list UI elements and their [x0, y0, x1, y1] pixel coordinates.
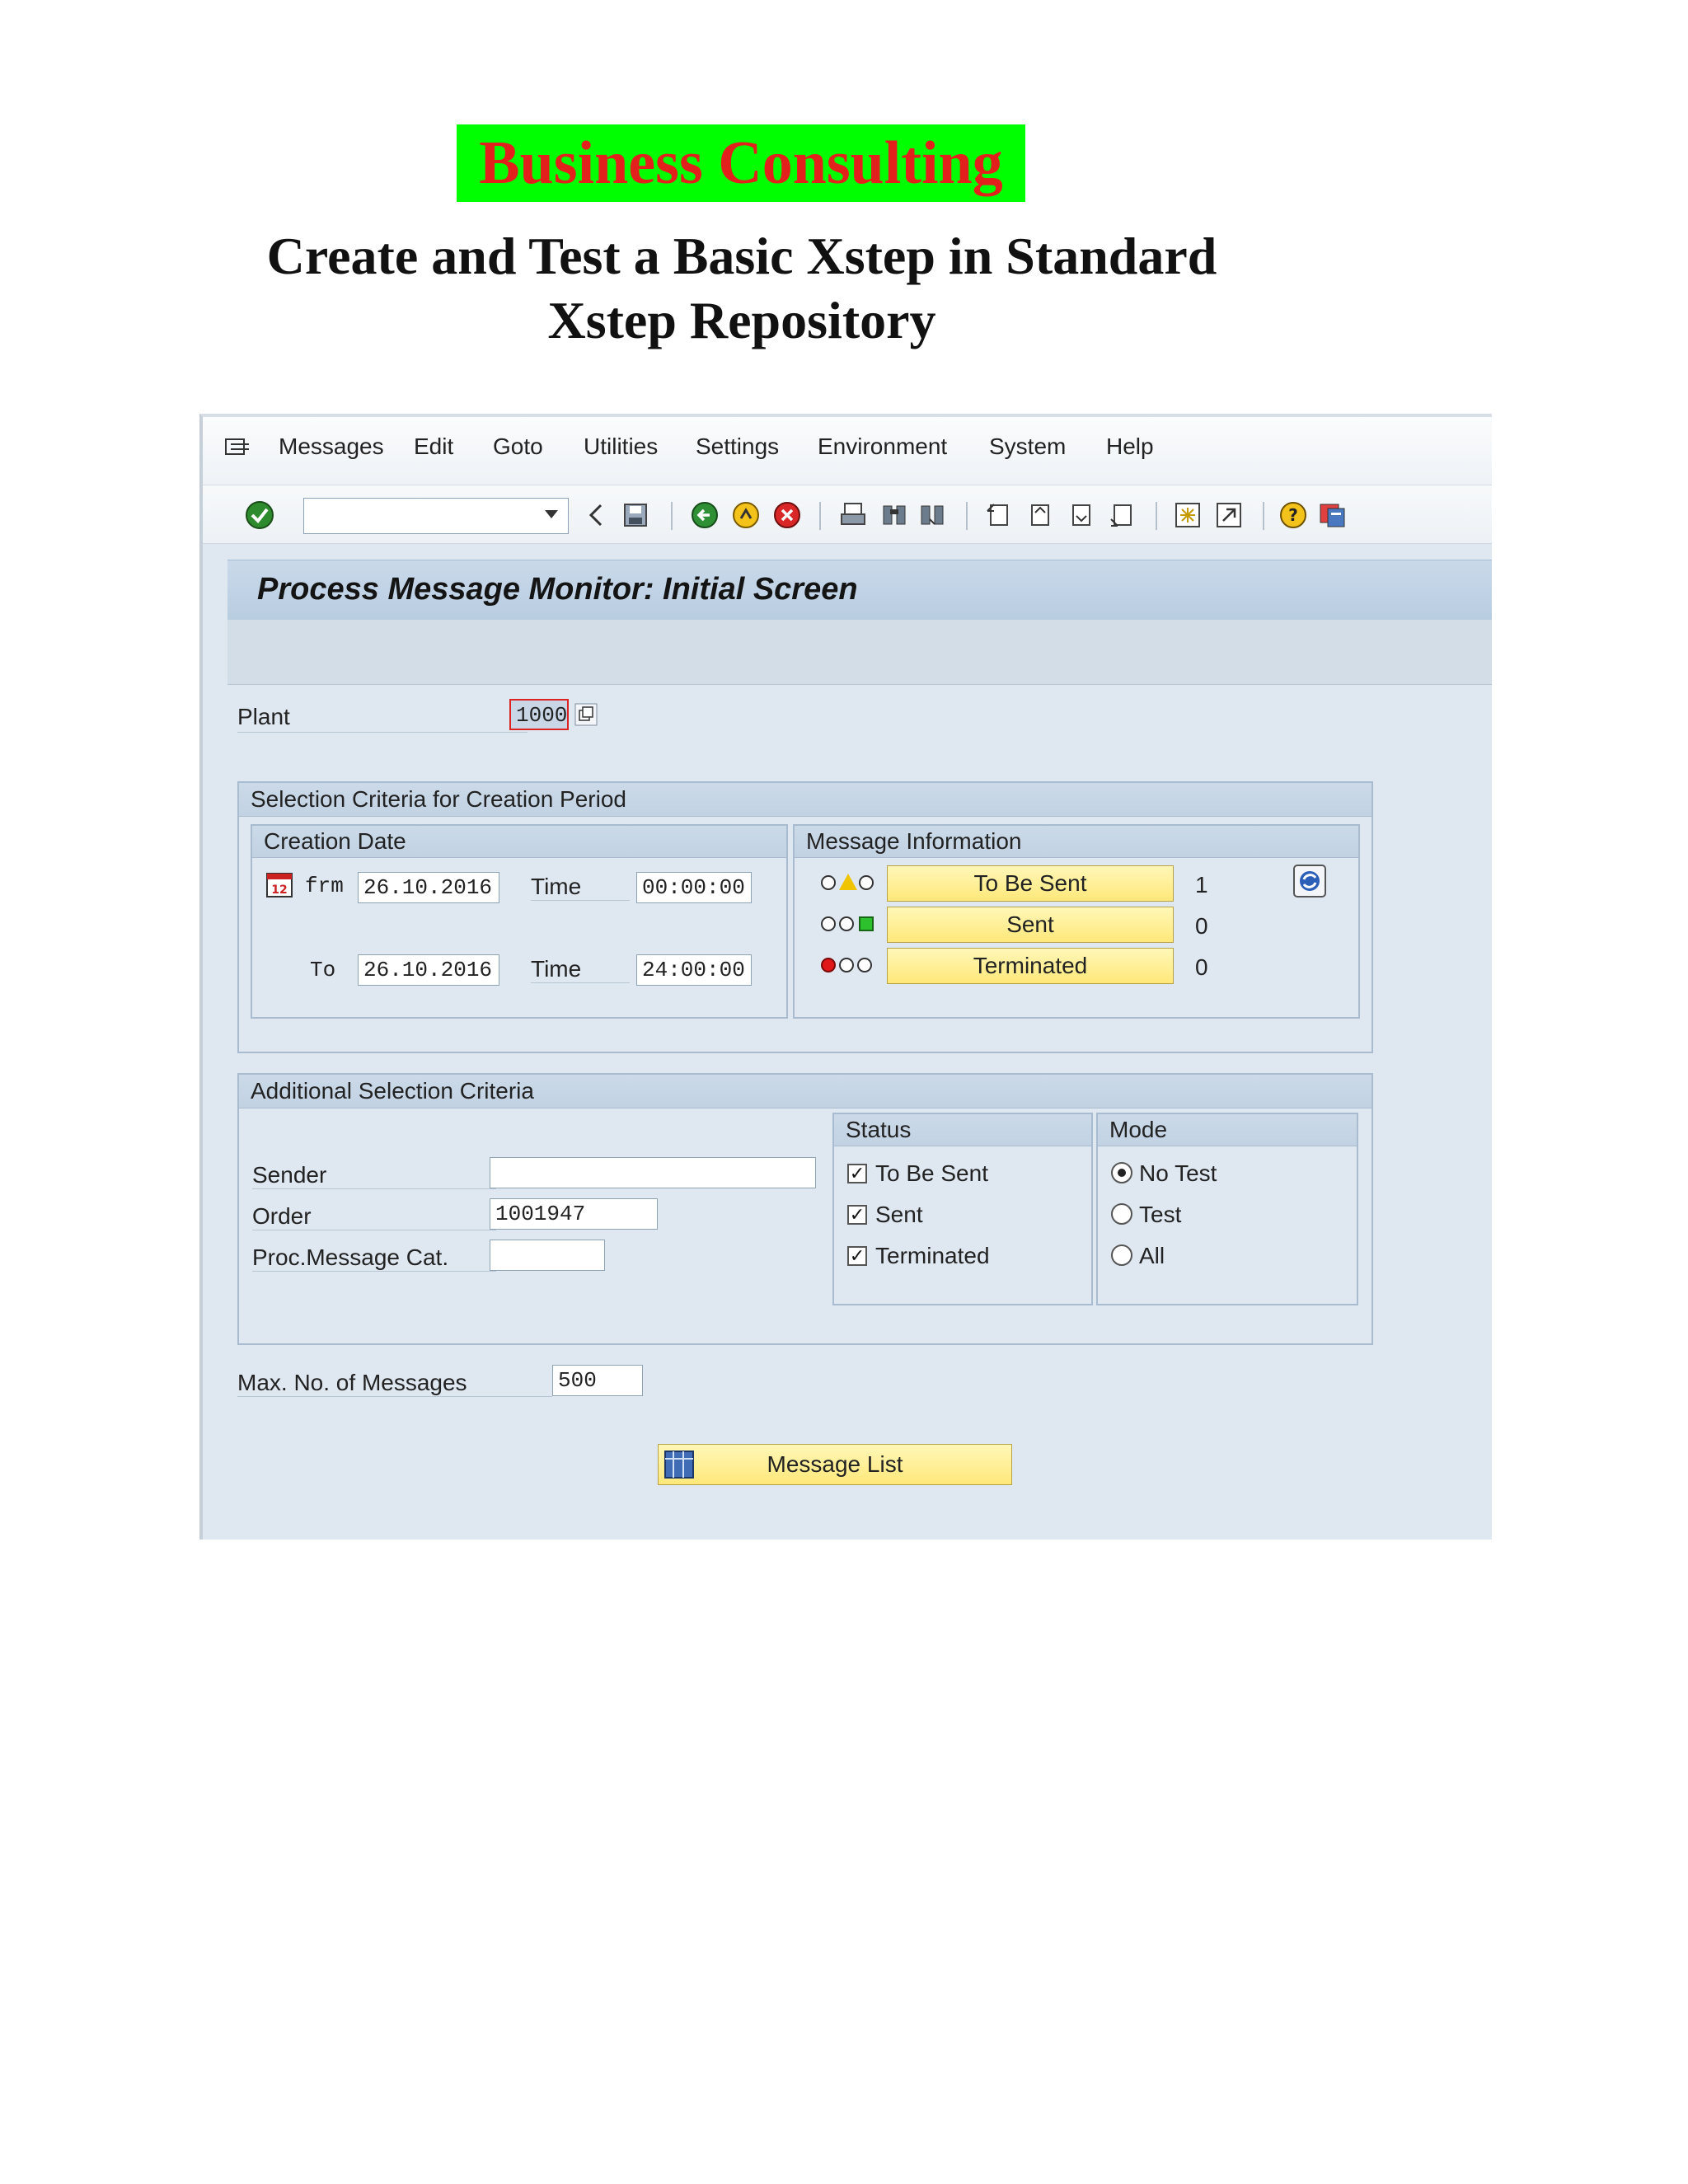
search-help-icon[interactable] [574, 702, 598, 727]
test-radio[interactable] [1111, 1203, 1132, 1225]
creation-date-title: Creation Date [252, 826, 786, 858]
terminated-checkbox[interactable]: ✓ [847, 1246, 867, 1266]
all-radio-label: All [1139, 1243, 1165, 1268]
menu-messages[interactable]: Messages [279, 434, 384, 459]
list-table-icon [663, 1450, 695, 1479]
from-time-input[interactable]: 00:00:00 [636, 872, 752, 903]
standard-toolbar [203, 485, 1492, 544]
to-be-sent-count: 1 [1195, 872, 1208, 898]
mode-title: Mode [1098, 1114, 1357, 1146]
message-information-group [793, 824, 1360, 1019]
to-be-sent-checkbox-label: To Be Sent [875, 1160, 988, 1186]
to-label: To [310, 958, 336, 982]
creation-period-title: Selection Criteria for Creation Period [239, 783, 1372, 817]
sent-checkbox-label: Sent [875, 1202, 923, 1227]
document-title-line-1: Create and Test a Basic Xstep in Standard [266, 227, 1217, 285]
to-be-sent-button[interactable]: To Be Sent [887, 865, 1174, 902]
document-title [165, 224, 1319, 353]
screen-title-bar [227, 560, 1492, 620]
save-icon[interactable] [620, 499, 651, 531]
toolbar-separator [966, 502, 968, 530]
screen-title: Process Message Monitor: Initial Screen [257, 572, 858, 607]
mode-group [1096, 1113, 1358, 1305]
additional-selection-group [237, 1073, 1373, 1345]
sent-button[interactable]: Sent [887, 907, 1174, 943]
plant-label: Plant [237, 704, 528, 733]
from-time-label: Time [531, 874, 630, 901]
terminated-count: 0 [1195, 954, 1208, 980]
from-date-input[interactable]: 26.10.2016 [358, 872, 499, 903]
creation-period-group [237, 781, 1373, 1053]
chevron-down-icon[interactable] [543, 509, 560, 520]
shortcut-icon[interactable] [1213, 499, 1245, 531]
svg-text:?: ? [1288, 505, 1298, 525]
no-test-radio-label: No Test [1139, 1160, 1217, 1186]
application-toolbar [227, 620, 1492, 685]
print-icon[interactable] [837, 499, 869, 531]
no-test-radio[interactable] [1111, 1162, 1132, 1183]
additional-selection-title: Additional Selection Criteria [239, 1075, 1372, 1108]
to-date-input[interactable]: 26.10.2016 [358, 954, 499, 986]
to-time-label: Time [531, 956, 630, 983]
sent-count: 0 [1195, 913, 1208, 939]
banner-title: Business Consulting [457, 124, 1025, 202]
command-field[interactable] [303, 498, 569, 534]
max-messages-input[interactable]: 500 [552, 1365, 643, 1396]
customize-layout-icon[interactable] [1317, 499, 1348, 531]
creation-date-group [251, 824, 788, 1019]
cancel-red-icon[interactable] [771, 499, 803, 531]
find-next-icon[interactable] [917, 499, 948, 531]
max-messages-label: Max. No. of Messages [237, 1370, 552, 1397]
menu-list-icon[interactable] [224, 437, 252, 460]
sender-input[interactable] [490, 1157, 816, 1188]
help-icon[interactable] [1278, 499, 1309, 531]
test-radio-label: Test [1139, 1202, 1182, 1227]
sent-checkbox[interactable]: ✓ [847, 1205, 867, 1225]
new-session-icon[interactable] [1172, 499, 1203, 531]
menu-environment[interactable]: Environment [818, 434, 948, 459]
proc-message-cat-label: Proc.Message Cat. [252, 1244, 496, 1272]
document-title-line-2: Xstep Repository [547, 291, 936, 349]
toolbar-separator [671, 502, 673, 530]
menu-edit[interactable]: Edit [414, 434, 454, 459]
message-list-button[interactable] [658, 1444, 1012, 1485]
terminated-button[interactable]: Terminated [887, 948, 1174, 984]
previous-page-icon[interactable] [1024, 499, 1055, 531]
traffic-light-red-icon [821, 948, 879, 984]
toolbar-separator [819, 502, 821, 530]
exit-yellow-icon[interactable] [730, 499, 762, 531]
menu-system[interactable]: System [989, 434, 1067, 459]
status-title: Status [834, 1114, 1091, 1146]
next-page-icon[interactable] [1065, 499, 1096, 531]
menu-bar [203, 417, 1492, 485]
message-information-title: Message Information [795, 826, 1358, 858]
menu-goto[interactable]: Goto [493, 434, 543, 459]
from-label: frm [305, 874, 344, 898]
to-be-sent-checkbox[interactable]: ✓ [847, 1164, 867, 1183]
back-arrow-icon[interactable] [580, 499, 612, 531]
all-radio[interactable] [1111, 1244, 1132, 1266]
order-input[interactable]: 1001947 [490, 1198, 658, 1230]
traffic-light-green-icon [821, 907, 879, 943]
toolbar-separator [1156, 502, 1157, 530]
sap-window [199, 414, 1492, 1540]
first-page-icon[interactable] [982, 499, 1014, 531]
traffic-light-yellow-icon [821, 865, 879, 902]
order-label: Order [252, 1203, 496, 1230]
menu-help[interactable]: Help [1106, 434, 1154, 459]
to-time-input[interactable]: 24:00:00 [636, 954, 752, 986]
menu-utilities[interactable]: Utilities [584, 434, 659, 459]
menu-settings[interactable]: Settings [696, 434, 780, 459]
find-icon[interactable] [879, 499, 910, 531]
last-page-icon[interactable] [1106, 499, 1137, 531]
message-list-label: Message List [767, 1451, 903, 1477]
back-green-icon[interactable] [689, 499, 720, 531]
proc-message-cat-input[interactable] [490, 1240, 605, 1271]
status-group [832, 1113, 1093, 1305]
enter-check-icon[interactable] [244, 499, 275, 531]
svg-text:12: 12 [271, 883, 288, 897]
refresh-icon[interactable] [1292, 864, 1327, 898]
terminated-checkbox-label: Terminated [875, 1243, 990, 1268]
toolbar-separator [1263, 502, 1264, 530]
plant-input[interactable]: 1000 [509, 699, 569, 730]
calendar-icon[interactable] [265, 872, 292, 897]
sender-label: Sender [252, 1162, 496, 1189]
